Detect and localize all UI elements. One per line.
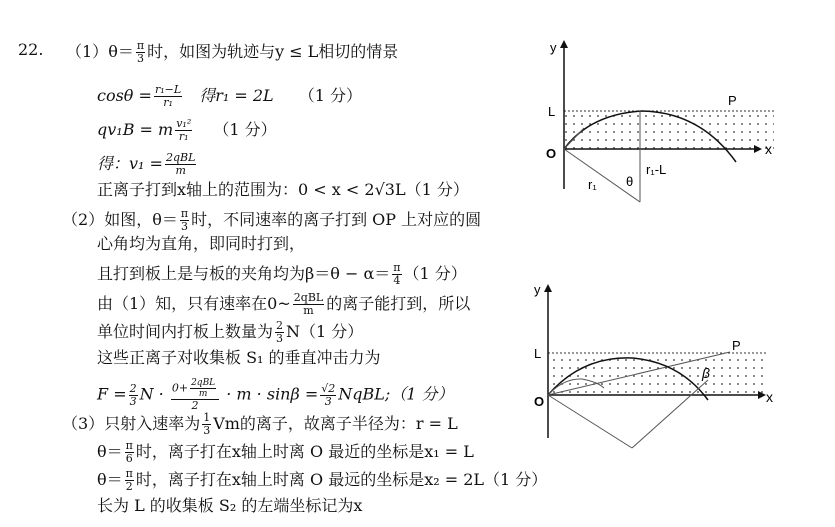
equation-lorentz: qv₁B = m $\frac{\text{v₁²}}{\text{r₁}}$ （1 分） bbox=[97, 117, 277, 143]
y-axis-arrow bbox=[560, 40, 568, 48]
part3-line4: 长为 L 的收集板 S₂ 的左端坐标记为x bbox=[97, 496, 363, 515]
part3-line3: θ＝ $\frac{\pi}{2}$ 时，离子打在x轴上时离 O 最远的坐标是x₂ = 2L（1 分） bbox=[97, 467, 548, 493]
label-L: L bbox=[548, 104, 556, 119]
figure-trajectory-tangent bbox=[540, 34, 790, 214]
label-theta: θ bbox=[626, 174, 634, 189]
part2-force-equation: F = $\frac{2}{3}$ N · 0+ $\frac{\text{2qBL}}{m}$ 2 · m · sinβ = $\frac{√2}{3}$ NqBL;（1 分） bbox=[97, 378, 454, 412]
label-beta: β bbox=[702, 365, 710, 381]
part2-line6: 这些正离子对收集板 S₁ 的垂直冲击力为 bbox=[97, 348, 381, 367]
equation-cos-theta: cosθ = $\frac{\text{r₁−L}}{\text{r₁}}$ 得r₁ = 2L （1 分） bbox=[97, 83, 363, 109]
part1-intro: （1）θ＝ $\frac{\pi}{3}$ 时，如图为轨迹与y ≤ L相切的情景 bbox=[66, 39, 399, 65]
part2-line3: 且打到板上是与板的夹角均为β＝θ − α＝ $\frac{\pi}{4}$ （1 分） bbox=[97, 261, 467, 287]
label-L: L bbox=[534, 346, 542, 361]
label-x: x bbox=[765, 141, 772, 157]
label-r1-minus-L: r₁-L bbox=[646, 162, 667, 177]
label-y: y bbox=[550, 40, 557, 55]
field-region bbox=[564, 111, 774, 149]
y-axis-arrow bbox=[544, 284, 552, 292]
label-x: x bbox=[766, 389, 773, 405]
label-P: P bbox=[732, 338, 741, 353]
part2-line1: （2）如图，θ＝ $\frac{\pi}{3}$ 时，不同速率的离子打到 OP 上对应的圆 bbox=[62, 207, 482, 233]
label-origin: O bbox=[534, 394, 545, 409]
label-r1: r₁ bbox=[588, 177, 597, 192]
label-P: P bbox=[728, 93, 737, 108]
label-y: y bbox=[534, 282, 541, 297]
field-region bbox=[548, 353, 768, 395]
part3-line1: （3）只射入速率为 $\frac{1}{3}$ Vm的离子，故离子半径为：r = L bbox=[62, 411, 458, 437]
part2-line2: 心角均为直角，即同时打到， bbox=[97, 234, 306, 253]
label-origin: O bbox=[546, 146, 557, 161]
part3-line2: θ＝ $\frac{\pi}{6}$ 时，离子打在x轴上时离 O 最近的坐标是x₁ = L bbox=[97, 439, 474, 465]
equation-v1: 得：v₁ = $\frac{\text{2qBL}}{m}$ bbox=[97, 151, 196, 177]
part2-line4: 由（1）知，只有速率在0~ $\frac{\text{2qBL}}{m}$ 的离子能打到，所以 bbox=[97, 291, 471, 317]
problem-number: 22. bbox=[18, 40, 44, 59]
range-line: 正离子打到x轴上的范围为：0 < x < 2√3L（1 分） bbox=[97, 180, 469, 199]
part2-line5: 单位时间内打板上数量为 $\frac{2}{3}$ N（1 分） bbox=[97, 319, 364, 345]
figure-collector-plate bbox=[512, 278, 772, 468]
radius-line bbox=[548, 395, 632, 448]
